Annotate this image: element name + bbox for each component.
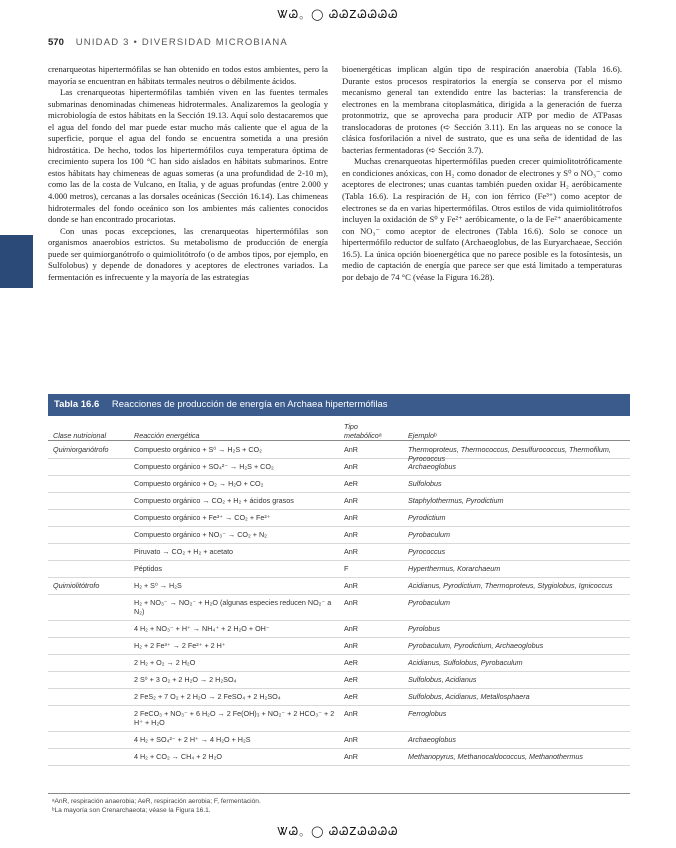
cell-ejemplo: Pyrobaculum, Pyrodictium, Archaeoglobus: [408, 641, 544, 650]
cell-tipo: AnR: [344, 513, 358, 522]
cell-tipo: AnR: [344, 752, 358, 761]
table-row: [48, 749, 630, 766]
cell-ejemplo: Sulfolobus: [408, 479, 442, 488]
cell-ejemplo: Methanopyrus, Methanocaldococcus, Methanothermus: [408, 752, 583, 761]
header-reaccion: Reacción energética: [134, 431, 200, 440]
table-row: [48, 595, 630, 621]
cell-ejemplo: Thermoproteus, Thermococcus, Desulfurococcus, Thermofilum, Pyrococcus: [408, 445, 611, 463]
cell-tipo: AnR: [344, 530, 358, 539]
text-column-right: [342, 64, 622, 283]
cell-ejemplo: Pyrococcus: [408, 547, 446, 556]
cell-reaccion: 4 H₂ + CO₂ → CH₄ + 2 H₂O: [134, 752, 222, 761]
cell-tipo: AnR: [344, 709, 358, 718]
cell-tipo: AnR: [344, 598, 358, 607]
table-row: [48, 442, 630, 463]
table-title: Reacciones de producción de energía en Archaea hipertermófilas: [111, 399, 388, 410]
cell-tipo: AeR: [344, 675, 358, 684]
cell-ejemplo: Archaeoglobus: [408, 462, 456, 471]
cell-reaccion: Compuesto orgánico + Fe³⁺ → CO₂ + Fe²⁺: [134, 513, 271, 522]
cell-tipo: AnR: [344, 624, 358, 633]
cell-ejemplo: Pyrobaculum: [408, 598, 450, 607]
cell-reaccion: 2 H₂ + O₂ → 2 H₂O: [134, 658, 196, 667]
paragraph: Muchas crenarqueotas hipertermófilas pueden crecer quimiolitotróficamente en condiciones anóxicas, con H₂ como donador de electrones y S⁰ o NO₃⁻ como aceptores de electrones; unas cuantas también pueden oxidar H₂ aeróbicamente (Tabla 16.6). La respiración de H₂ con ion férrico (Fe³⁺) como aceptor de electrones se da en varias hipertermófilas. Otros estilos de vida quimiolitótrofos incluyen la oxidación de S⁰ y Fe²⁺ aeróbicamente, o la de Fe²⁺ anaeróbicamente con NO₃⁻ como aceptor de electrones (Tabla 16.6). Solo se conoce un hipertermófilo reductor de sulfato (Archaeoglobus, de las Euryarchaeae, Sección 16.5). La única opción bioenergética que no parece posible es la fotosíntesis, un medio de captación de energía que parece ser que está limitado a temperaturas por debajo de 74 °C (véase la Figura 16.28).: [342, 156, 622, 282]
table-row: [48, 638, 630, 655]
cell-ejemplo: Sulfolobus, Acidianus, Metallosphaera: [408, 692, 530, 701]
running-header: [48, 37, 288, 48]
cell-reaccion: 2 FeS₂ + 7 O₂ + 2 H₂O → 2 FeSO₄ + 2 H₂SO₄: [134, 692, 281, 701]
running-title: UNIDAD 3 • DIVERSIDAD MICROBIANA: [75, 37, 288, 48]
header-clase: Clase nutricional: [53, 431, 107, 440]
table-row: [48, 689, 630, 706]
table-row: [48, 706, 630, 732]
chapter-side-tab: [0, 235, 33, 288]
cell-ejemplo: Pyrolobus: [408, 624, 440, 633]
cell-reaccion: 4 H₂ + NO₃⁻ + H⁺ → NH₄⁺ + 2 H₂O + OH⁻: [134, 624, 270, 633]
cell-tipo: AeR: [344, 479, 358, 488]
cell-tipo: AnR: [344, 641, 358, 650]
page-mark-top: ᏔᏊ。◯ ᏊᏊᏃᏊᏊᏊᏊ: [277, 8, 399, 21]
cell-tipo: AnR: [344, 581, 358, 590]
cell-ejemplo: Acidianus, Sulfolobus, Pyrobaculum: [408, 658, 523, 667]
page-number: 570: [48, 37, 64, 48]
text-column-left: [48, 64, 328, 283]
table-title-bar: [48, 394, 630, 416]
cell-ejemplo: Pyrobaculum: [408, 530, 450, 539]
table-row: [48, 578, 630, 595]
cell-reaccion: H₂ + S⁰ → H₂S: [134, 581, 182, 590]
cell-ejemplo: Pyrodictium: [408, 513, 446, 522]
cell-reaccion: Péptidos: [134, 564, 162, 573]
table-row: [48, 493, 630, 510]
cell-reaccion: 4 H₂ + SO₄²⁻ + 2 H⁺ → 4 H₂O + H₂S: [134, 735, 251, 744]
table-row: [48, 476, 630, 493]
cell-tipo: AnR: [344, 496, 358, 505]
table-footnotes: [52, 797, 261, 815]
cell-ejemplo: Sulfolobus, Acidianus: [408, 675, 477, 684]
table-row: [48, 527, 630, 544]
cell-reaccion: 2 FeCO₃ + NO₃⁻ + 6 H₂O → 2 Fe(OH)₃ + NO₂⁻ + 2 HCO₃⁻ + 2 H⁺ + H₂O: [134, 709, 335, 727]
header-ejemplo: Ejemploᵇ: [408, 431, 437, 440]
cell-tipo: AeR: [344, 658, 358, 667]
table-header-row: [48, 420, 630, 441]
cell-tipo: AnR: [344, 735, 358, 744]
table-body: [48, 442, 630, 766]
cell-reaccion: Compuesto orgánico + S⁰ → H₂S + CO₂: [134, 445, 262, 454]
cell-reaccion: Compuesto orgánico → CO₂ + H₂ + ácidos grasos: [134, 496, 294, 505]
cell-reaccion: 2 S⁰ + 3 O₂ + 2 H₂O → 2 H₂SO₄: [134, 675, 237, 684]
cell-reaccion: H₂ + 2 Fe³⁺ → 2 Fe²⁺ + 2 H⁺: [134, 641, 226, 650]
cell-reaccion: Compuesto orgánico + SO₄²⁻ → H₂S + CO₂: [134, 462, 274, 471]
cell-ejemplo: Archaeoglobus: [408, 735, 456, 744]
cell-reaccion: Compuesto orgánico + NO₃⁻ → CO₂ + N₂: [134, 530, 267, 539]
table-16-6: [48, 394, 630, 794]
paragraph: Con unas pocas excepciones, las crenarqueotas hipertermófilas son organismos anaerobios estrictos. Su metabolismo de producción de energía puede ser quimiorganótrofo o quimiolitótrofo (o de ambos tipos, por ejemplo, en Sulfolobus) y depende de donadores y aceptores de electrones variados. La fermentación es infrecuente y la mayoría de las estrategias: [48, 225, 328, 282]
table-row: [48, 621, 630, 638]
paragraph: bioenergéticas implican algún tipo de respiración anaerobia (Tabla 16.6). Durante estos procesos respiratorios la energía se conserva por el mismo mecanismo general tan extendido entre las bacterias: la transferencia de electrones en la membrana citoplasmática, dirigida a la generación de fuerza protonmotriz, que se aprovecha para producir ATP por medio de ATPasas translocadoras de protones (➪ Sección 3.11). En las arqueas no se conoce la clásica fosforilación a nivel de sustrato, que es una seña de identidad de las bacterias fermentadoras (➪ Sección 3.7).: [342, 64, 622, 155]
cell-ejemplo: Acidianus, Pyrodictium, Thermoproteus, Stygiolobus, Ignicoccus: [408, 581, 613, 590]
table-number: Tabla 16.6: [54, 399, 100, 410]
cell-clase: Quimiolitótrofo: [53, 581, 100, 590]
cell-tipo: F: [344, 564, 349, 573]
table-bottom-rule: [48, 793, 630, 794]
table-row: [48, 544, 630, 561]
footnote-a: ᵃAnR, respiración anaerobia; AeR, respiración aerobia; F, fermentación.: [52, 798, 261, 805]
paragraph: Las crenarqueotas hipertermófilas también viven en las fuentes termales submarinas denominadas chimeneas hidrotermales. Analizaremos la geología y microbiología de estos hábitats en la Sección 19.13. Aquí solo destacaremos que el agua del fondo del mar puede estar mucho más caliente que el agua de la superficie, porque el agua del fondo se encuentra sometida a una presión hidrostática. De hecho, todos los hipertermófilos cuya temperatura óptima de crecimiento supera los 100 °C han sido aislados en hábitats submarinos. Entre estos hábitats hay chimeneas de aguas someras (a una profundidad de 2-10 m), como las de la costa de Vulcano, en Italia, y de aguas profundas (entre 2.000 y 4.000 metros), cercanas a las dorsales oceánicas (Sección 16.14). Las chimeneas hidrotermales del fondo oceánico son los ambientes más calientes conocidos donde se han encontrado procariotas.: [48, 87, 328, 225]
header-tipo: Tipo metabólicoᵃ: [344, 422, 382, 440]
table-row: [48, 655, 630, 672]
cell-ejemplo: Ferroglobus: [408, 709, 447, 718]
cell-tipo: AeR: [344, 692, 358, 701]
footnote-b: ᵇLa mayoría son Crenarchaeota; véase la Figura 16.1.: [52, 807, 211, 814]
table-row: [48, 561, 630, 578]
cell-tipo: AnR: [344, 547, 358, 556]
table-row: [48, 510, 630, 527]
cell-tipo: AnR: [344, 462, 358, 471]
table-row: [48, 459, 630, 476]
cell-reaccion: Piruvato → CO₂ + H₂ + acetato: [134, 547, 234, 556]
cell-ejemplo: Staphylothermus, Pyrodictium: [408, 496, 504, 505]
paragraph: crenarqueotas hipertermófilas se han obtenido en todos estos ambientes, pero la mayoría se encuentran en hábitats termales neutros o débilmente ácidos.: [48, 64, 328, 86]
table-row: [48, 732, 630, 749]
cell-reaccion: Compuesto orgánico + O₂ → H₂O + CO₂: [134, 479, 264, 488]
table-row: [48, 672, 630, 689]
page-mark-bottom: ᏔᏊ。◯ ᏊᏊᏃᏊᏊᏊᏊ: [277, 825, 399, 838]
cell-clase: Quimiorganótrofo: [53, 445, 109, 454]
cell-tipo: AnR: [344, 445, 358, 454]
cell-reaccion: H₂ + NO₃⁻ → NO₂⁻ + H₂O (algunas especies reducen NO₂⁻ a N₂): [134, 598, 332, 616]
cell-ejemplo: Hyperthermus, Korarchaeum: [408, 564, 501, 573]
